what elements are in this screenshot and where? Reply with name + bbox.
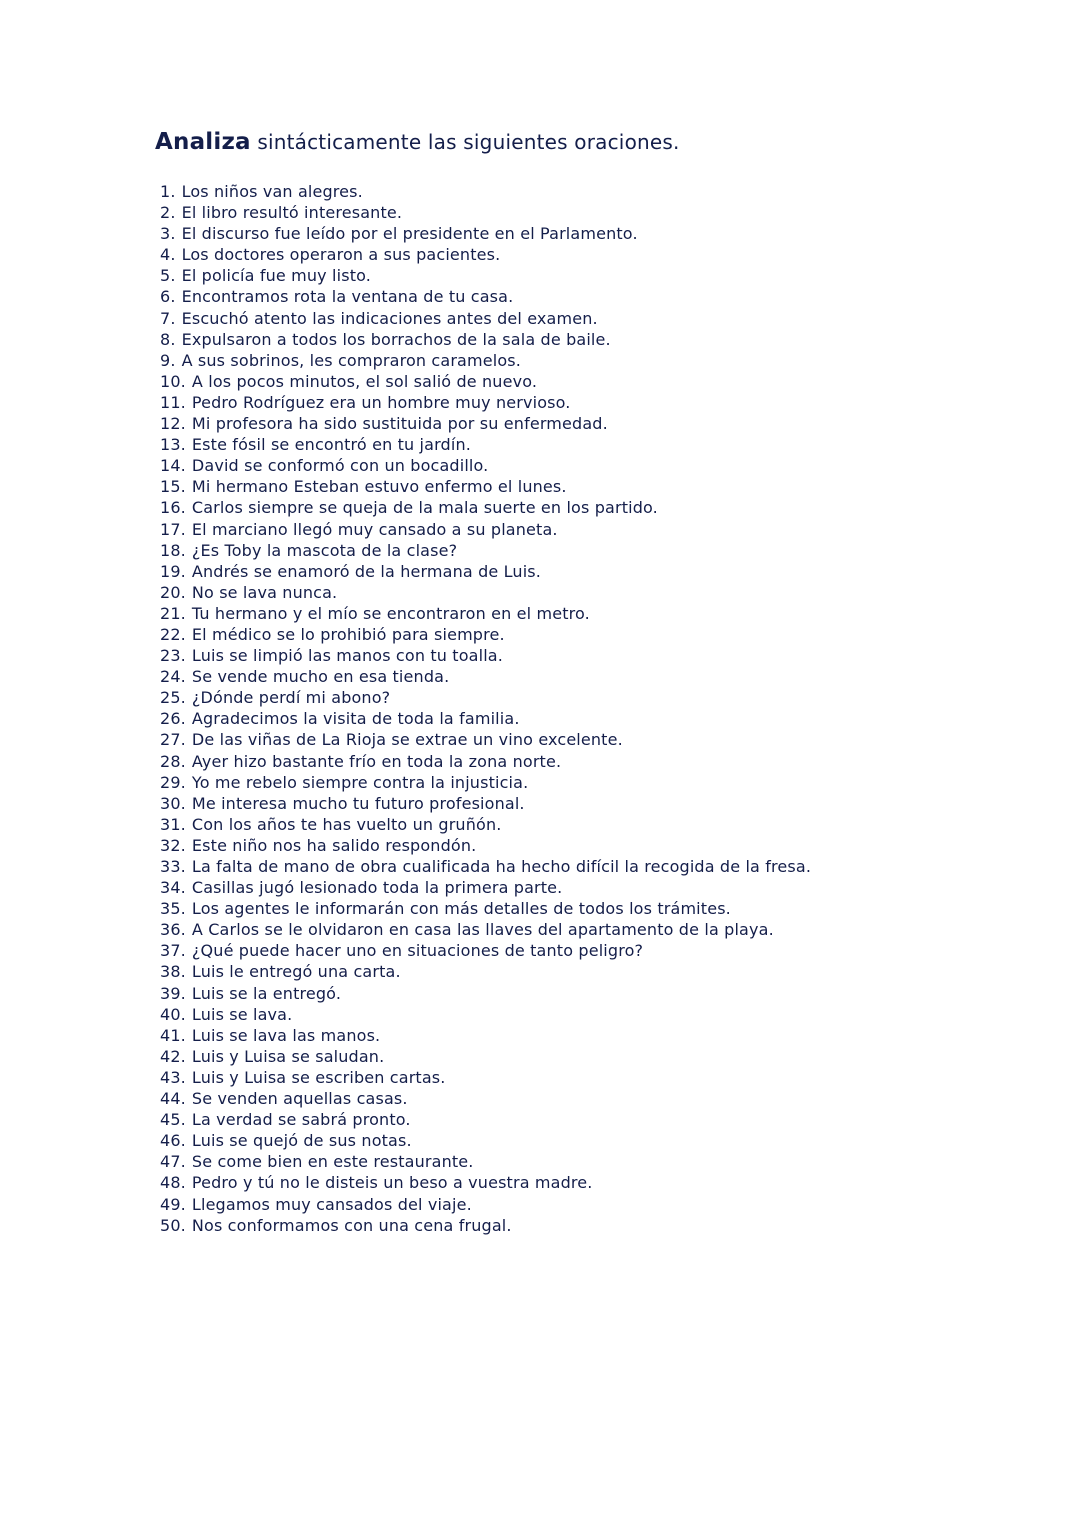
list-item	[160, 244, 811, 265]
list-item	[160, 540, 811, 561]
item-number: 25.	[160, 688, 186, 708]
item-number: 32.	[160, 835, 186, 855]
item-text: ¿Qué puede hacer uno en situaciones de tanto peligro?	[191, 941, 644, 961]
item-text: A sus sobrinos, les compraron caramelos.	[181, 350, 521, 370]
item-number: 9.	[160, 350, 176, 370]
item-text: ¿Es Toby la mascota de la clase?	[191, 540, 458, 560]
item-text: Me interesa mucho tu futuro profesional.	[191, 793, 525, 813]
item-text: Luis le entregó una carta.	[191, 962, 401, 982]
item-number: 34.	[160, 878, 186, 898]
list-item	[160, 1172, 811, 1193]
item-number: 50.	[160, 1215, 186, 1235]
item-text: Mi hermano Esteban estuvo enfermo el lunes.	[191, 477, 567, 497]
item-text: A los pocos minutos, el sol salió de nuevo.	[191, 371, 538, 391]
list-item	[160, 772, 811, 793]
item-number: 14.	[160, 456, 186, 476]
list-item	[160, 729, 811, 750]
list-item	[160, 603, 811, 624]
item-text: Este niño nos ha salido respondón.	[191, 835, 477, 855]
item-number: 5.	[160, 266, 176, 286]
item-number: 1.	[160, 182, 176, 201]
item-text: Tu hermano y el mío se encontraron en el metro.	[191, 603, 590, 623]
item-text: Los agentes le informarán con más detalles de todos los trámites.	[191, 899, 731, 919]
list-item	[160, 413, 811, 434]
list-item	[160, 582, 811, 603]
item-number: 27.	[160, 730, 186, 750]
item-text: Carlos siempre se queja de la mala suerte en los partido.	[191, 498, 658, 518]
list-item	[160, 329, 811, 350]
list-item	[160, 814, 811, 835]
page-title	[155, 128, 680, 156]
item-number: 40.	[160, 1004, 186, 1024]
list-item	[160, 308, 811, 329]
list-item	[160, 1194, 811, 1215]
item-text: Luis y Luisa se saludan.	[191, 1046, 385, 1066]
item-text: Los niños van alegres.	[181, 182, 363, 201]
list-item	[160, 350, 811, 371]
item-text: La verdad se sabrá pronto.	[191, 1110, 411, 1130]
list-item	[160, 877, 811, 898]
title-emphasis: Analiza	[155, 129, 251, 155]
item-text: Casillas jugó lesionado toda la primera parte.	[191, 878, 563, 898]
list-item	[160, 983, 811, 1004]
item-number: 7.	[160, 308, 176, 328]
item-text: Nos conformamos con una cena frugal.	[191, 1215, 512, 1235]
item-number: 13.	[160, 435, 186, 455]
list-item	[160, 1215, 811, 1236]
list-item	[160, 497, 811, 518]
item-number: 22.	[160, 624, 186, 644]
item-text: Luis se lava.	[191, 1004, 293, 1024]
item-text: Yo me rebelo siempre contra la injusticia.	[191, 772, 529, 792]
item-text: La falta de mano de obra cualificada ha hecho difícil la recogida de la fresa.	[191, 857, 812, 876]
item-text: Con los años te has vuelto un gruñón.	[191, 814, 502, 834]
item-number: 18.	[160, 540, 186, 560]
list-item	[160, 1088, 811, 1109]
item-number: 42.	[160, 1046, 186, 1066]
item-number: 30.	[160, 793, 186, 813]
item-text: Se venden aquellas casas.	[191, 1089, 408, 1109]
item-number: 36.	[160, 920, 186, 940]
item-text: Se come bien en este restaurante.	[191, 1152, 474, 1172]
item-number: 48.	[160, 1173, 186, 1193]
item-number: 3.	[160, 224, 176, 244]
list-item	[160, 265, 811, 286]
list-item	[160, 835, 811, 856]
item-number: 47.	[160, 1152, 186, 1172]
list-item	[160, 1067, 811, 1088]
list-item	[160, 919, 811, 940]
item-number: 23.	[160, 646, 186, 666]
item-number: 26.	[160, 709, 186, 729]
list-item	[160, 1004, 811, 1025]
item-text: Mi profesora ha sido sustituida por su enfermedad.	[191, 414, 608, 434]
item-text: David se conformó con un bocadillo.	[191, 456, 489, 476]
list-item	[160, 561, 811, 582]
list-item	[160, 371, 811, 392]
item-number: 39.	[160, 983, 186, 1003]
sentence-list	[160, 181, 811, 1236]
list-item	[160, 286, 811, 307]
list-item	[160, 666, 811, 687]
list-item	[160, 1046, 811, 1067]
list-item	[160, 1151, 811, 1172]
item-text: Ayer hizo bastante frío en toda la zona norte.	[191, 751, 562, 771]
item-text: El médico se lo prohibió para siempre.	[191, 624, 505, 644]
item-number: 20.	[160, 582, 186, 602]
item-number: 44.	[160, 1089, 186, 1109]
item-text: Pedro Rodríguez era un hombre muy nervioso.	[191, 392, 571, 412]
item-number: 6.	[160, 287, 176, 307]
item-number: 4.	[160, 245, 176, 265]
list-item	[160, 645, 811, 666]
item-number: 31.	[160, 814, 186, 834]
item-text: Los doctores operaron a sus pacientes.	[181, 245, 501, 265]
item-number: 35.	[160, 899, 186, 919]
item-text: Llegamos muy cansados del viaje.	[191, 1194, 472, 1214]
item-text: Luis se la entregó.	[191, 983, 342, 1003]
list-item	[160, 392, 811, 413]
item-text: Luis se lava las manos.	[191, 1025, 381, 1045]
list-item	[160, 793, 811, 814]
item-number: 43.	[160, 1067, 186, 1087]
list-item	[160, 181, 811, 202]
item-text: Escuchó atento las indicaciones antes del examen.	[181, 308, 598, 328]
item-text: Agradecimos la visita de toda la familia.	[191, 709, 520, 729]
list-item	[160, 687, 811, 708]
list-item	[160, 476, 811, 497]
item-number: 19.	[160, 561, 186, 581]
item-number: 11.	[160, 392, 186, 412]
item-text: Pedro y tú no le disteis un beso a vuestra madre.	[191, 1173, 593, 1193]
item-number: 49.	[160, 1194, 186, 1214]
item-text: De las viñas de La Rioja se extrae un vino excelente.	[191, 730, 623, 750]
list-item	[160, 624, 811, 645]
item-number: 2.	[160, 203, 176, 223]
item-number: 16.	[160, 498, 186, 518]
list-item	[160, 751, 811, 772]
item-number: 33.	[160, 857, 186, 876]
item-number: 12.	[160, 414, 186, 434]
item-text: Luis se quejó de sus notas.	[191, 1131, 412, 1151]
item-number: 24.	[160, 667, 186, 687]
item-number: 29.	[160, 772, 186, 792]
item-text: Luis y Luisa se escriben cartas.	[191, 1067, 446, 1087]
list-item	[160, 519, 811, 540]
item-text: El marciano llegó muy cansado a su planeta.	[191, 519, 558, 539]
item-number: 8.	[160, 329, 176, 349]
item-text: Se vende mucho en esa tienda.	[191, 667, 450, 687]
item-number: 17.	[160, 519, 186, 539]
item-number: 21.	[160, 603, 186, 623]
item-text: A Carlos se le olvidaron en casa las llaves del apartamento de la playa.	[191, 920, 774, 940]
list-item	[160, 455, 811, 476]
item-text: Este fósil se encontró en tu jardín.	[191, 435, 471, 455]
item-text: ¿Dónde perdí mi abono?	[191, 688, 391, 708]
item-text: El policía fue muy listo.	[181, 266, 372, 286]
list-item	[160, 223, 811, 244]
item-number: 41.	[160, 1025, 186, 1045]
item-text: Expulsaron a todos los borrachos de la sala de baile.	[181, 329, 611, 349]
item-text: Encontramos rota la ventana de tu casa.	[181, 287, 514, 307]
list-item	[160, 1109, 811, 1130]
item-number: 10.	[160, 371, 186, 391]
title-rest: sintácticamente las siguientes oraciones.	[250, 130, 680, 154]
item-number: 37.	[160, 941, 186, 961]
list-item	[160, 202, 811, 223]
list-item	[160, 708, 811, 729]
item-number: 28.	[160, 751, 186, 771]
item-text: No se lava nunca.	[191, 582, 338, 602]
item-number: 45.	[160, 1110, 186, 1130]
list-item	[160, 856, 811, 877]
list-item	[160, 1025, 811, 1046]
item-text: El discurso fue leído por el presidente en el Parlamento.	[181, 224, 638, 244]
item-number: 46.	[160, 1131, 186, 1151]
item-number: 15.	[160, 477, 186, 497]
item-text: El libro resultó interesante.	[181, 203, 403, 223]
item-number: 38.	[160, 962, 186, 982]
item-text: Luis se limpió las manos con tu toalla.	[191, 646, 503, 666]
list-item	[160, 961, 811, 982]
list-item	[160, 434, 811, 455]
list-item	[160, 1130, 811, 1151]
item-text: Andrés se enamoró de la hermana de Luis.	[191, 561, 542, 581]
list-item	[160, 898, 811, 919]
list-item	[160, 940, 811, 961]
